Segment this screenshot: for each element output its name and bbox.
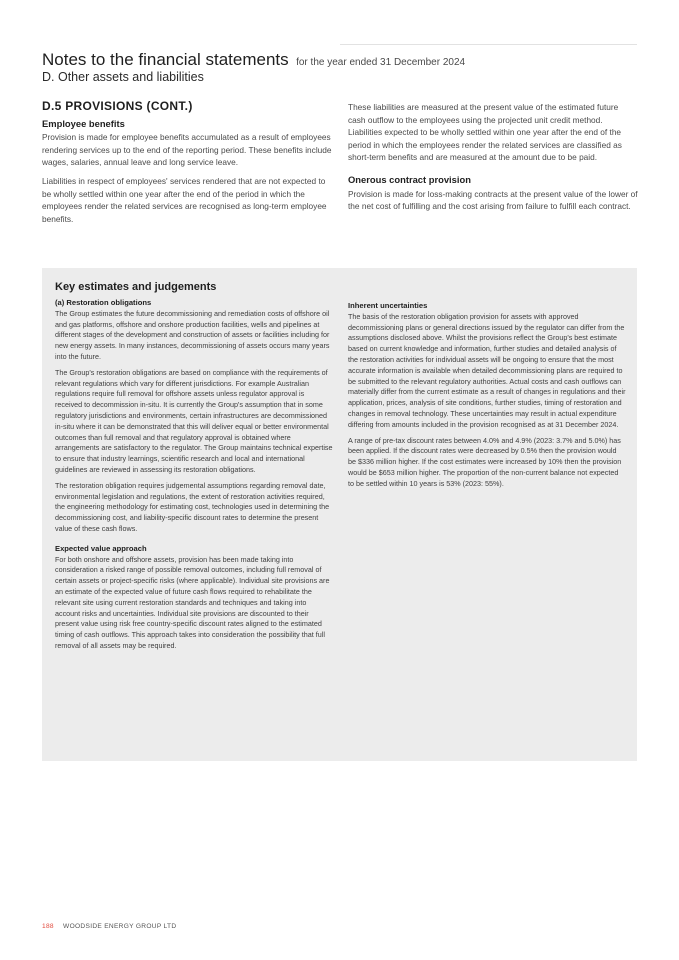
restoration-paragraph-3: The restoration obligation requires judgemental assumptions regarding removal date, environmental legislation and regulations, the extent of restoration activities required, the engineering methodology for estimating cost, technologies used in determining the decommissioning cost, and liability-specific discount rates to determine the present value of these cash flows.	[55, 480, 330, 533]
page-title-main: Notes to the financial statements	[42, 50, 289, 69]
inherent-uncertainties-paragraph-1: The basis of the restoration obligation provision for assets with approved decommissioning plans or general directions issued by the regulator can differ from the assumptions disclosed above. Whilst the provisions reflect the Group's best estimate based on current knowledge and information, further studies and detailed analysis of the restoration activities for individual assets will be ongoing to ensure that the most accurate information is available when detailed decommissioning plans are required to be submitted to the relevant regulatory authorities. Actual costs and cash outflows can materially differ from the current estimate as a result of changes in regulations and their application, prices, analysis of site conditions, further studies, timing of restoration and changes in removal technology. These uncertainties may result in actual expenditure differing from amounts included in the provision recognised as at 31 December 2024.	[348, 311, 626, 429]
company-name: WOODSIDE ENERGY GROUP LTD	[63, 923, 177, 930]
onerous-contract-paragraph: Provision is made for loss-making contracts at the present value of the lower of the net cost of fulfilling and the cost arising from failure to fulfill each contract.	[348, 188, 638, 212]
restoration-paragraph-1: The Group estimates the future decommissioning and remediation costs of offshore oil and gas platforms, offshore and onshore production facilities, wells and pipelines at different stages of the development and construction of assets or facilities including for new energy assets. In many instances, decommissioning of assets occurs many years into the future.	[55, 308, 330, 361]
header-rule	[340, 44, 637, 45]
left-column	[42, 100, 332, 231]
page-title	[42, 50, 465, 70]
section-heading: D.5 PROVISIONS (CONT.)	[42, 99, 193, 113]
page-subtitle: D. Other assets and liabilities	[42, 70, 204, 84]
right-column	[348, 101, 638, 219]
restoration-obligations-heading: (a) Restoration obligations	[55, 298, 152, 307]
key-estimates-box	[42, 268, 637, 761]
liabilities-measurement-paragraph: These liabilities are measured at the present value of the estimated future cash outflow to the employees using the projected unit credit method. Liabilities expected to be wholly settled within one year after the end of the period in which the employees render the related services are classified as short-term benefits and are measured at the amount due to be paid.	[348, 102, 622, 163]
expected-value-heading: Expected value approach	[55, 543, 147, 553]
employee-benefits-paragraph-1: Provision is made for employee benefits accumulated as a result of employees rendering services up to the end of the reporting period. These benefits include wages, salaries, annual leave and long service leave.	[42, 132, 332, 168]
key-estimates-title: Key estimates and judgements	[55, 281, 217, 293]
inherent-uncertainties-heading: Inherent uncertainties	[348, 301, 428, 310]
employee-benefits-paragraph-2: Liabilities in respect of employees' services rendered that are not expected to be wholly settled within one year after the end of the period in which the employees render the related services are recognised as long-term employee benefits.	[42, 175, 327, 224]
page-number: 188	[42, 923, 54, 930]
onerous-contract-heading: Onerous contract provision	[348, 173, 471, 185]
restoration-paragraph-2: The Group's restoration obligations are based on compliance with the requirements of relevant regulations which vary for different jurisdictions. For example Australian regulations require full removal for offshore assets unless regulator approval is received to decommission in-situ. It is currently the Group's assumption that in some regulatory jurisdictions and environments, certain infrastructures are decommissioned in-situ where it can be demonstrated that this will deliver equal or better environmental outcomes than full removal and that regulatory approval is obtained where arrangements are satisfactory to the regulator. The Group maintains technical expertise to ensure that industry learnings, scientific research and local and international guidelines are reviewed in assessing its restoration obligations.	[55, 367, 333, 474]
page-title-period: for the year ended 31 December 2024	[296, 57, 466, 68]
key-estimates-right-column	[348, 301, 626, 495]
employee-benefits-heading: Employee benefits	[42, 117, 125, 129]
key-estimates-left-column	[55, 298, 333, 657]
expected-value-paragraph: For both onshore and offshore assets, provision has been made taking into consideration a risked range of possible removal outcomes, including full removal of certain assets or project-specific risks (where applicable). Individual site provisions are an estimate of the expected value of future cash flows required to rehabilitate the relevant site using current restoration standards and techniques and taking into account risks and uncertainties. Individual site provisions are discounted to their present value using risk free country-specific discount rates aligned to the estimated timing of cash outflows. This approach takes into consideration the possibility that full removal of all assets may be required.	[55, 554, 330, 650]
inherent-uncertainties-paragraph-2: A range of pre-tax discount rates between 4.0% and 4.9% (2023: 3.7% and 5.0%) has been applied. If the discount rates were decreased by 0.5% then the provision would be $336 million higher. If the cost estimates were increased by 10% then the provision would be $653 million higher. The proportion of the non-current balance not expected to be settled within 10 years is 53% (2023: 55%).	[348, 435, 622, 488]
page-footer	[42, 923, 176, 930]
